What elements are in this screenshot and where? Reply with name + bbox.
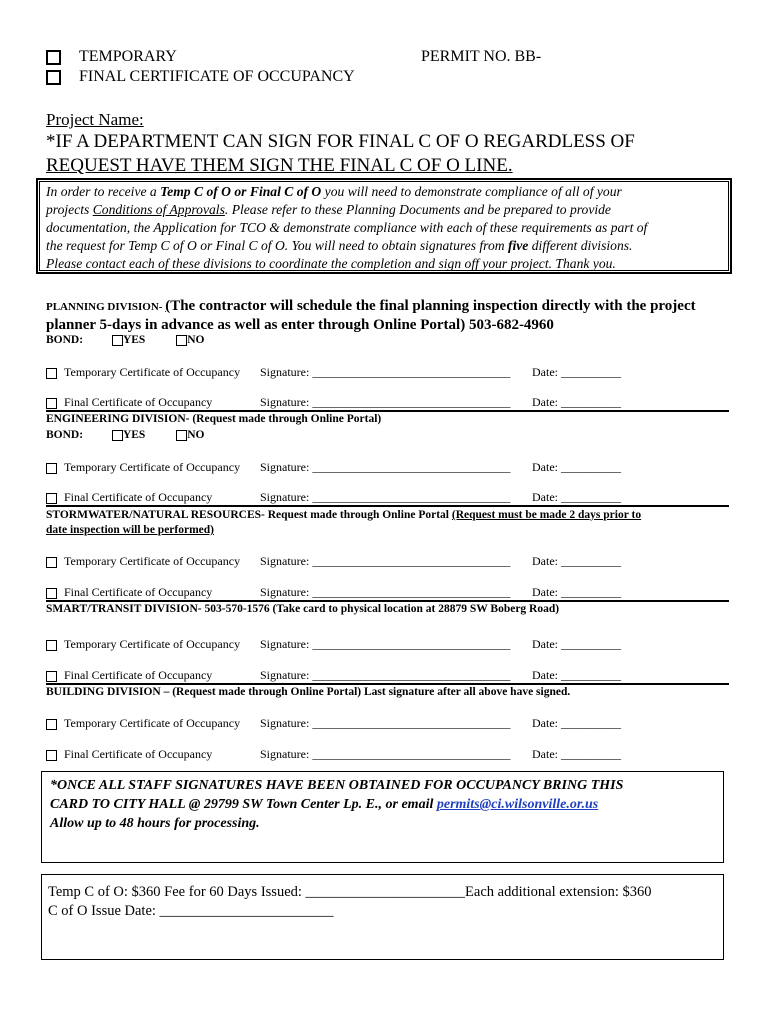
building-final-checkbox[interactable]: [46, 750, 57, 761]
building-final-row: Final Certificate of Occupancy: [46, 747, 212, 762]
notice-line-2: REQUEST HAVE THEM SIGN THE FINAL C OF O LINE.: [46, 155, 513, 176]
planning-temp-date[interactable]: Date: __________: [532, 365, 621, 379]
smart-temp-checkbox[interactable]: [46, 640, 57, 651]
planning-final-row: Final Certificate of Occupancy: [46, 395, 212, 410]
stormwater-final-signature[interactable]: Signature: _________________________________: [260, 585, 511, 599]
stormwater-title: STORMWATER/NATURAL RESOURCES- Request made through Online Portal (Request must be made 2 days prior to: [46, 509, 642, 521]
temporary-label: TEMPORARY: [79, 48, 177, 65]
smart-temp-signature[interactable]: Signature: _________________________________: [260, 637, 511, 651]
building-temp-checkbox[interactable]: [46, 719, 57, 730]
engineering-bond-no-checkbox[interactable]: [176, 430, 187, 441]
smart-title: SMART/TRANSIT DIVISION- 503-570-1576 (Take card to physical location at 28879 SW Boberg Road): [46, 603, 560, 615]
smart-temp-row: Temporary Certificate of Occupancy: [46, 637, 240, 652]
divider: [46, 600, 729, 602]
planning-temp-signature[interactable]: Signature: _________________________________: [260, 365, 511, 379]
smart-temp-date[interactable]: Date: __________: [532, 637, 621, 651]
engineering-bond-yes-checkbox[interactable]: [112, 430, 123, 441]
building-temp-signature[interactable]: Signature: _________________________________: [260, 716, 511, 730]
building-final-date[interactable]: Date: __________: [532, 747, 621, 761]
building-temp-row: Temporary Certificate of Occupancy: [46, 716, 240, 731]
divider: [46, 410, 729, 412]
fee-line-1: Temp C of O: $360 Fee for 60 Days Issued: ______________________Each additional extension: $360: [48, 884, 652, 900]
building-final-signature[interactable]: Signature: _________________________________: [260, 747, 511, 761]
stormwater-final-checkbox[interactable]: [46, 588, 57, 599]
stormwater-title-line2: date inspection will be performed): [46, 524, 215, 536]
stormwater-temp-row: Temporary Certificate of Occupancy: [46, 554, 240, 569]
planning-temp-checkbox[interactable]: [46, 368, 57, 379]
final-checkbox[interactable]: [46, 70, 61, 85]
final-label: FINAL CERTIFICATE OF OCCUPANCY: [79, 68, 355, 85]
engineering-temp-row: Temporary Certificate of Occupancy: [46, 460, 240, 475]
smart-final-row: Final Certificate of Occupancy: [46, 668, 212, 683]
planning-bond: BOND: YES NO: [46, 334, 205, 346]
permit-number-label: PERMIT NO. BB-: [421, 48, 542, 65]
stormwater-final-date[interactable]: Date: __________: [532, 585, 621, 599]
engineering-title: ENGINEERING DIVISION- (Request made through Online Portal): [46, 413, 382, 425]
engineering-temp-checkbox[interactable]: [46, 463, 57, 474]
smart-final-signature[interactable]: Signature: _________________________________: [260, 668, 511, 682]
stormwater-temp-date[interactable]: Date: __________: [532, 554, 621, 568]
engineering-bond: BOND: YES NO: [46, 429, 205, 441]
planning-bond-yes-checkbox[interactable]: [112, 335, 123, 346]
engineering-final-checkbox[interactable]: [46, 493, 57, 504]
planning-title: PLANNING DIVISION- (The contractor will schedule the final planning inspection directly with the project: [46, 298, 696, 314]
note-line-3: Allow up to 48 hours for processing.: [50, 816, 260, 831]
planning-bond-no-checkbox[interactable]: [176, 335, 187, 346]
smart-final-checkbox[interactable]: [46, 671, 57, 682]
planning-title-line2: planner 5-days in advance as well as enter through Online Portal) 503-682-4960: [46, 317, 554, 333]
stormwater-final-row: Final Certificate of Occupancy: [46, 585, 212, 600]
temporary-checkbox[interactable]: [46, 50, 61, 65]
note-line-1: *ONCE ALL STAFF SIGNATURES HAVE BEEN OBTAINED FOR OCCUPANCY BRING THIS: [50, 778, 624, 793]
divider: [46, 683, 729, 685]
note-line-2: CARD TO CITY HALL @ 29799 SW Town Center Lp. E., or email permits@ci.wilsonville.or.us: [50, 797, 599, 812]
engineering-final-date[interactable]: Date: __________: [532, 490, 621, 504]
building-temp-date[interactable]: Date: __________: [532, 716, 621, 730]
building-title: BUILDING DIVISION – (Request made through Online Portal) Last signature after all above have signed.: [46, 686, 571, 698]
project-name-label: Project Name:: [46, 110, 144, 129]
stormwater-temp-checkbox[interactable]: [46, 557, 57, 568]
engineering-final-row: Final Certificate of Occupancy: [46, 490, 212, 505]
smart-final-date[interactable]: Date: __________: [532, 668, 621, 682]
planning-temp-row: Temporary Certificate of Occupancy: [46, 365, 240, 380]
temporary-option[interactable]: [46, 48, 177, 66]
planning-final-date[interactable]: Date: __________: [532, 395, 621, 409]
engineering-temp-date[interactable]: Date: __________: [532, 460, 621, 474]
intro-text: In order to receive a Temp C of O or Final C of O you will need to demonstrate compliance of all of your projects Conditions of Approvals. Please refer to these Planning Documents and be prepared to provide documentation, the Application for TCO & demonstrate compliance with each of these requirements as part of the request for Temp C of O or Final C of O. You will need to obtain signatures from five different divisions. Please contact each of these divisions to coordinate the completion and sign off your project. Thank you.: [46, 184, 648, 271]
planning-final-signature[interactable]: Signature: _________________________________: [260, 395, 511, 409]
final-option[interactable]: [46, 68, 355, 86]
planning-final-checkbox[interactable]: [46, 398, 57, 409]
email-link[interactable]: permits@ci.wilsonville.or.us: [436, 797, 599, 812]
stormwater-temp-signature[interactable]: Signature: _________________________________: [260, 554, 511, 568]
engineering-final-signature[interactable]: Signature: _________________________________: [260, 490, 511, 504]
engineering-temp-signature[interactable]: Signature: _________________________________: [260, 460, 511, 474]
notice-line-1: *IF A DEPARTMENT CAN SIGN FOR FINAL C OF O REGARDLESS OF: [46, 131, 635, 152]
divider: [46, 505, 729, 507]
issue-date-line[interactable]: C of O Issue Date: ________________________: [48, 903, 334, 919]
